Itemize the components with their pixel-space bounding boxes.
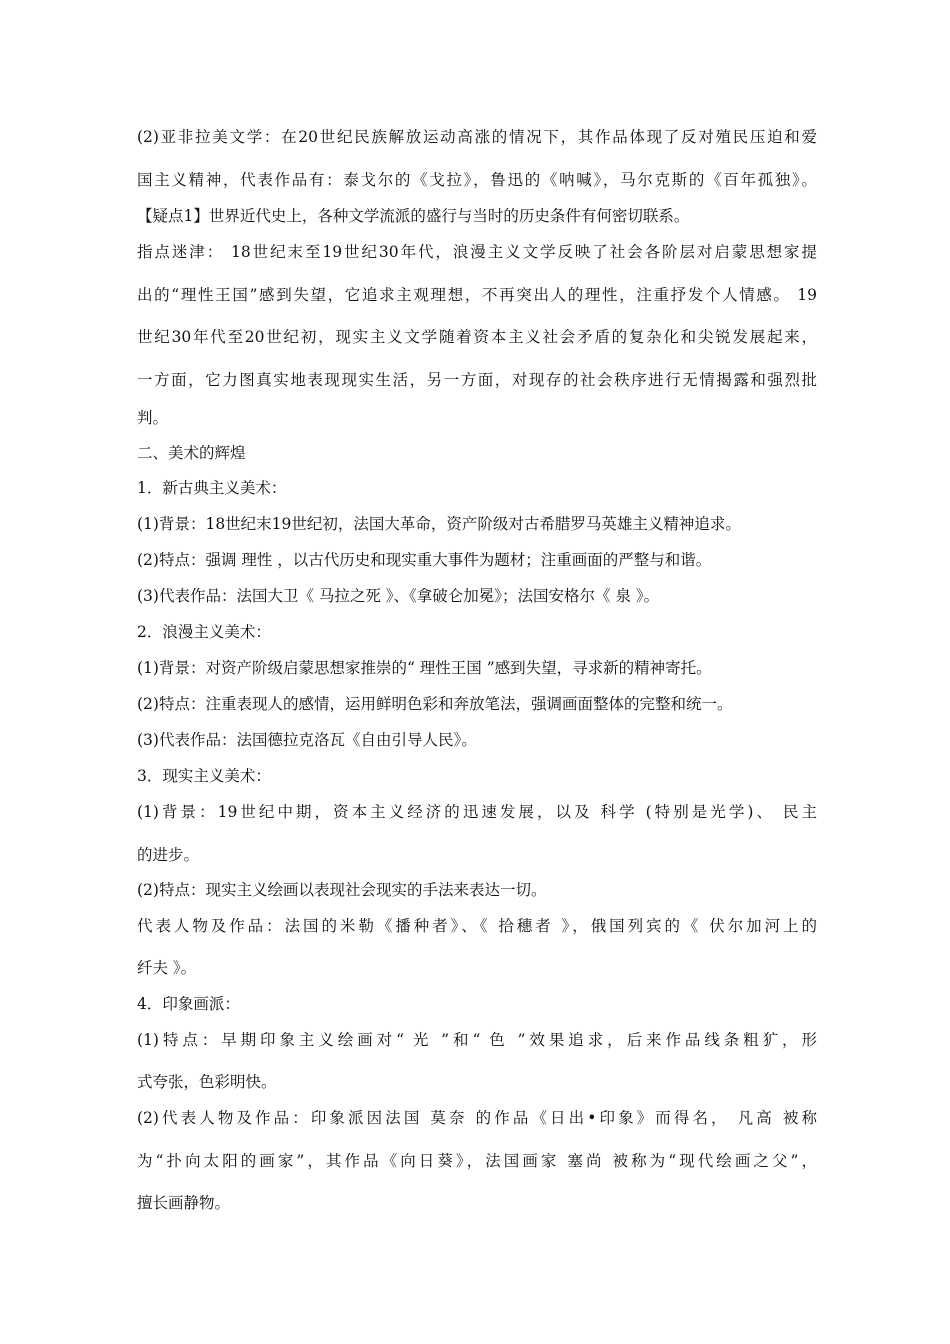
paragraph-line: (1)背景：18世纪末19世纪初，法国大革命，资产阶级对古希腊罗马英雄主义精神追求。 xyxy=(137,515,741,533)
paragraph-line: 一方面，它力图真实地表现现实生活，另一方面，对现存的社会秩序进行无情揭露和强烈批 xyxy=(137,371,817,389)
paragraph-line: 擅长画静物。 xyxy=(137,1194,231,1212)
paragraph-line: (2)代表人物及作品：印象派因法国 莫奈 的作品《日出•印象》而得名， 凡高 被称 xyxy=(137,1109,817,1127)
paragraph-line: 代表人物及作品：法国的米勒《播种者》、《 拾穗者 》，俄国列宾的《 伏尔加河上的 xyxy=(137,917,817,935)
paragraph-line: 的进步。 xyxy=(137,846,200,864)
paragraph-line: 世纪30年代至20世纪初，现实主义文学随着资本主义社会矛盾的复杂化和尖锐发展起来， xyxy=(137,328,817,346)
paragraph-line: (2)特点：现实主义绘画以表现社会现实的手法来表达一切。 xyxy=(137,881,547,899)
subsection-heading: 4．印象画派： xyxy=(137,995,240,1013)
paragraph-line: (2)特点：强调 理性 ，以古代历史和现实重大事件为题材；注重画面的严整与和谐。 xyxy=(137,551,712,569)
paragraph-line: (3)代表作品：法国德拉克洛瓦《自由引导人民》。 xyxy=(137,731,477,749)
paragraph-line: (1)背景：19世纪中期，资本主义经济的迅速发展，以及 科学 (特别是光学)、 民主 xyxy=(137,803,817,821)
paragraph-line: (1)背景：对资产阶级启蒙思想家推崇的“ 理性王国 ”感到失望，寻求新的精神寄托。 xyxy=(137,659,712,677)
paragraph-line: 判。 xyxy=(137,409,169,427)
subsection-heading: 1．新古典主义美术： xyxy=(137,479,287,497)
paragraph-line: (1)特点：早期印象主义绘画对“ 光 ”和“ 色 ”效果追求，后来作品线条粗犷，形 xyxy=(137,1031,817,1049)
question-heading: 【疑点1】世界近代史上，各种文学流派的盛行与当时的历史条件有何密切联系。 xyxy=(137,207,690,225)
section-heading: 二、美术的辉煌 xyxy=(137,444,246,462)
paragraph-line: 出的“理性王国”感到失望，它追求主观理想，不再突出人的理性，注重抒发个人情感。 19 xyxy=(137,286,817,304)
paragraph-line: (2)特点：注重表现人的感情，运用鲜明色彩和奔放笔法，强调画面整体的完整和统一。 xyxy=(137,695,733,713)
paragraph-line: (3)代表作品：法国大卫《 马拉之死 》、《拿破仑加冕》；法国安格尔《 泉 》。 xyxy=(137,587,660,605)
paragraph-line: 为“扑向太阳的画家”，其作品《向日葵》，法国画家 塞尚 被称为“现代绘画之父”， xyxy=(137,1152,817,1170)
subsection-heading: 2．浪漫主义美术： xyxy=(137,623,271,641)
paragraph-line: 国主义精神，代表作品有：泰戈尔的《戈拉》，鲁迅的《呐喊》，马尔克斯的《百年孤独》。 xyxy=(137,171,817,189)
paragraph-line: 式夸张，色彩明快。 xyxy=(137,1073,277,1091)
paragraph-line: 指点迷津： 18世纪末至19世纪30年代，浪漫主义文学反映了社会各阶层对启蒙思想家提 xyxy=(137,243,817,261)
subsection-heading: 3．现实主义美术： xyxy=(137,767,271,785)
paragraph-line: (2)亚非拉美文学：在20世纪民族解放运动高涨的情况下，其作品体现了反对殖民压迫和爱 xyxy=(137,128,817,146)
paragraph-line: 纤夫 》。 xyxy=(137,959,197,977)
